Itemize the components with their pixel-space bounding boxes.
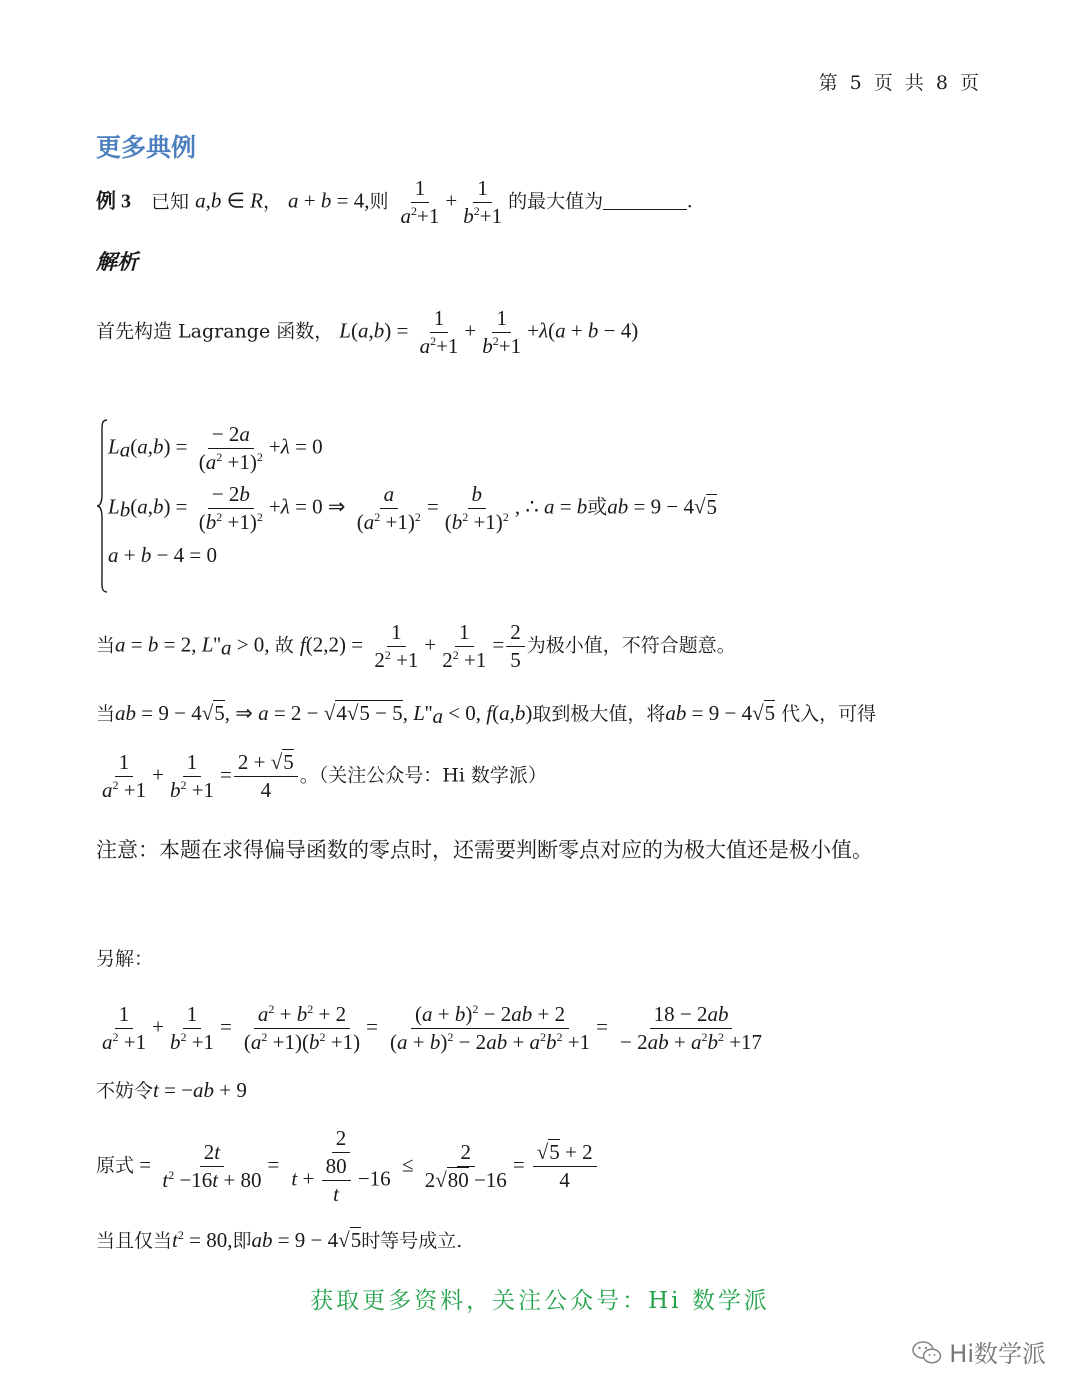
watermark xyxy=(912,1334,1046,1369)
problem-statement: 例 3 已知 a,b ∈ R， a + b = 4,则 $\frac{1}{a^2+1}$ + $\frac{1}{b^2+1}$ 的最大值为 . xyxy=(96,176,693,228)
section-title: 更多典例 xyxy=(96,133,197,162)
system-brace xyxy=(96,418,108,594)
let-line: 不妨令t = −ab + 9 xyxy=(96,1078,247,1102)
page-indicator: 第 5 页 共 8 页 xyxy=(818,72,982,94)
promo-footer: 获取更多资料，关注公众号：Hi 数学派 xyxy=(310,1288,770,1314)
watermark-text: Hi数学派 xyxy=(949,1340,1046,1368)
note-line: 注意：本题在求得偏导函数的零点时，还需要判断零点对应的为极大值还是极小值。 xyxy=(96,838,873,862)
result-line: $\frac{1}{a^2 +1}$ + $\frac{1}{b^2 +1}$ = $\frac{2 + √5}{4}$ 。（关注公众号：Hi 数学派） xyxy=(102,750,547,802)
system-eq-1: $L_a(a,b)$ = $\frac{- 2a}{(a^2 +1)^2}$ +λ = 0 xyxy=(108,422,323,474)
equality-line: 当且仅当$t^2 = 80$,即ab = 9 − 4√5时等号成立. xyxy=(96,1228,463,1252)
system-eq-3: a + b − 4 = 0 xyxy=(108,543,218,567)
problem-label: 例 3 xyxy=(96,190,131,213)
alt-heading: 另解： xyxy=(96,948,154,970)
wechat-icon xyxy=(912,1340,942,1366)
bound-line: 原式 = $\frac{2t}{t^2 -16t + 80}$ = 2 t + $\frac{80}{t}$ −16 ≤ $\frac{2}{2√80 -16}$ = $\frac{√5 + 2}{4}$ xyxy=(96,1126,599,1207)
case-1-line: 当a = b = 2, $L''_a > 0$, 故 f(2,2) = $\frac{1}{2^2 +1}$ + $\frac{1}{2^2 +1}$ = $\frac{2}{5}$ 为极小值，不符合题意。 xyxy=(96,620,736,672)
alt-derivation: $\frac{1}{a^2 +1}$ + $\frac{1}{b^2 +1}$ = $\frac{a^2 + b^2 + 2}{(a^2 +1)(b^2 +1)}$ = $\frac{(a + b)^2 - 2ab + 2}{(a + b)^2 - 2ab + a^2b^2 +1}$ = $\frac{18 - 2ab}{- 2ab + a^2b^2 +17}$ xyxy=(102,1002,763,1054)
solution-heading: 解析 xyxy=(96,249,138,274)
answer-blank xyxy=(603,191,687,210)
lagrange-line: 首先构造 Lagrange 函数， L(a,b) = $\frac{1}{a^2+1}$ + $\frac{1}{b^2+1}$ +λ(a + b − 4) xyxy=(96,306,639,358)
case-2-line: 当ab = 9 − 4√5, ⇒ a = 2 − √4√5 − 5, $L''_a < 0$, f(a,b)取到极大值，将ab = 9 − 4√5 代入，可得 xyxy=(96,701,877,728)
system-eq-2: $L_b(a,b)$ = $\frac{- 2b}{(b^2 +1)^2}$ +λ = 0 ⇒ $\frac{a}{(a^2 +1)^2}$ = $\frac{b}{(b^2 +1)^2}$ , ∴ a = b或ab = 9 − 4√5 xyxy=(108,482,717,534)
